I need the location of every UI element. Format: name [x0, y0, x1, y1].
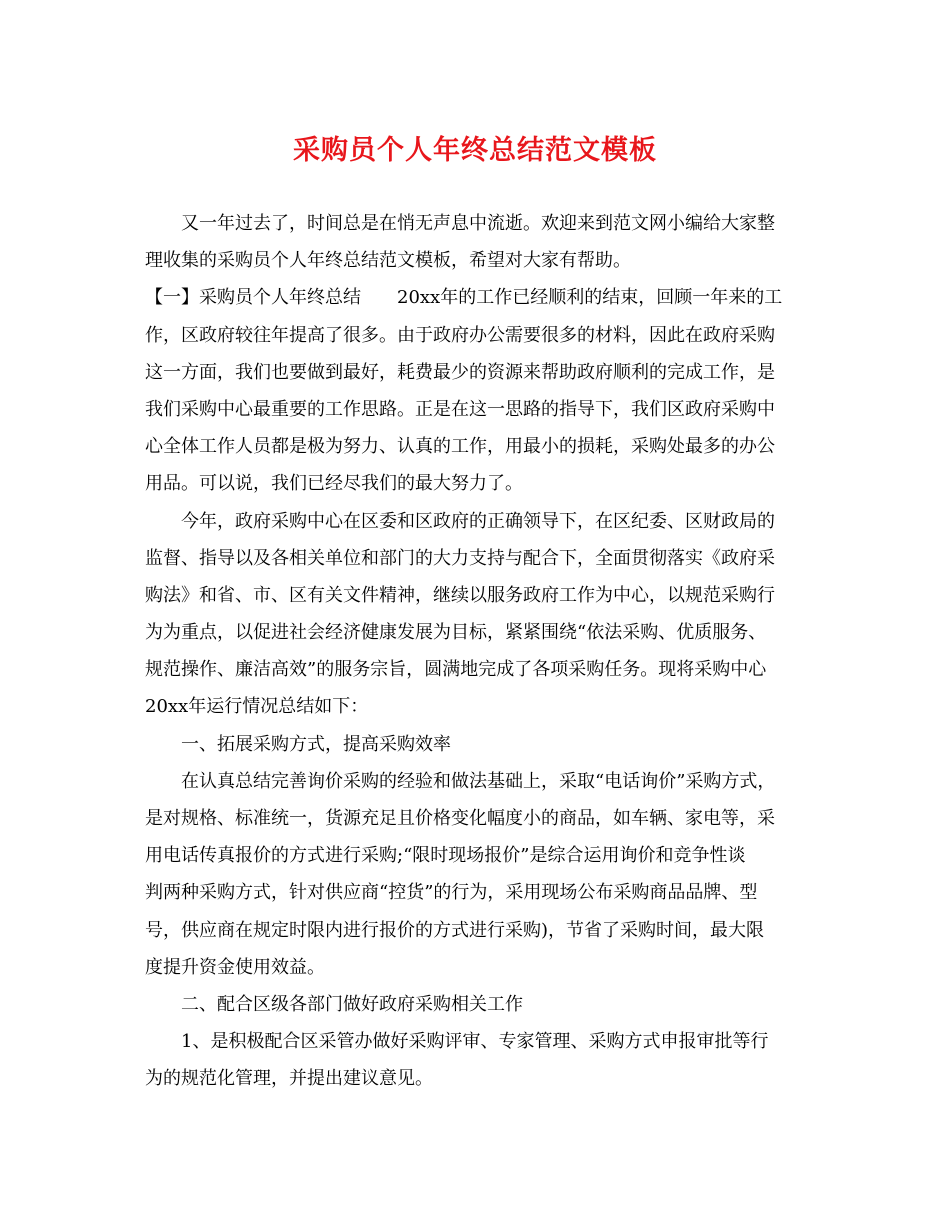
paragraph-line: 判两种采购方式，针对供应商“控货”的行为，采用现场公布采购商品品牌、型 [145, 882, 758, 904]
document-title: 采购员个人年终总结范文模板 [293, 135, 657, 166]
paragraph-line: 规范操作、廉洁高效”的服务宗旨，圆满地完成了各项采购任务。现将采购中心 [145, 659, 767, 681]
paragraph-line: 【一】采购员个人年终总结 20xx年的工作已经顺利的结束，回顾一年来的工 [145, 287, 783, 309]
paragraph-line: 我们采购中心最重要的工作思路。正是在这一思路的指导下，我们区政府采购中 [145, 398, 775, 420]
paragraph-line: 用电话传真报价的方式进行采购;“限时现场报价”是综合运用询价和竞争性谈 [145, 845, 746, 867]
paragraph-line: 20xx年运行情况总结如下： [145, 696, 369, 718]
paragraph-line: 作，区政府较往年提高了很多。由于政府办公需要很多的材料，因此在政府采购 [145, 324, 775, 346]
document-body [145, 205, 815, 1098]
paragraph-line: 用品。可以说，我们已经尽我们的最大努力了。 [145, 473, 523, 495]
paragraph-line: 二、配合区级各部门做好政府采购相关工作 [181, 993, 523, 1015]
paragraph-line: 为的规范化管理，并提出建议意见。 [145, 1068, 433, 1090]
paragraph-line: 是对规格、标准统一，货源充足且价格变化幅度小的商品，如车辆、家电等，采 [145, 808, 775, 829]
paragraph-line: 在认真总结完善询价采购的经验和做法基础上，采取“电话询价”采购方式， [181, 770, 776, 792]
paragraph-line: 号，供应商在规定时限内进行报价的方式进行采购)，节省了采购时间，最大限 [145, 919, 765, 941]
paragraph-line: 1、是积极配合区采管办做好采购评审、专家管理、采购方式申报审批等行 [181, 1031, 769, 1053]
paragraph-line: 购法》和省、市、区有关文件精神，继续以服务政府工作为中心，以规范采购行 [145, 584, 775, 606]
paragraph-line: 今年，政府采购中心在区委和区政府的正确领导下，在区纪委、区财政局的 [181, 510, 775, 532]
paragraph-line: 一、拓展采购方式，提高采购效率 [181, 733, 451, 755]
paragraph-line: 又一年过去了，时间总是在悄无声息中流逝。欢迎来到范文网小编给大家整 [181, 213, 775, 234]
paragraph-line: 为为重点，以促进社会经济健康发展为目标，紧紧围绕“依法采购、优质服务、 [145, 622, 767, 644]
paragraph-line: 度提升资金使用效益。 [145, 956, 325, 978]
paragraph-line: 理收集的采购员个人年终总结范文模板，希望对大家有帮助。 [145, 250, 631, 272]
paragraph-line: 这一方面，我们也要做到最好，耗费最少的资源来帮助政府顺利的完成工作，是 [145, 361, 775, 383]
paragraph-line: 心全体工作人员都是极为努力、认真的工作，用最小的损耗，采购处最多的办公 [145, 436, 775, 458]
paragraph-line: 监督、指导以及各相关单位和部门的大力支持与配合下，全面贯彻落实《政府采 [145, 547, 775, 569]
